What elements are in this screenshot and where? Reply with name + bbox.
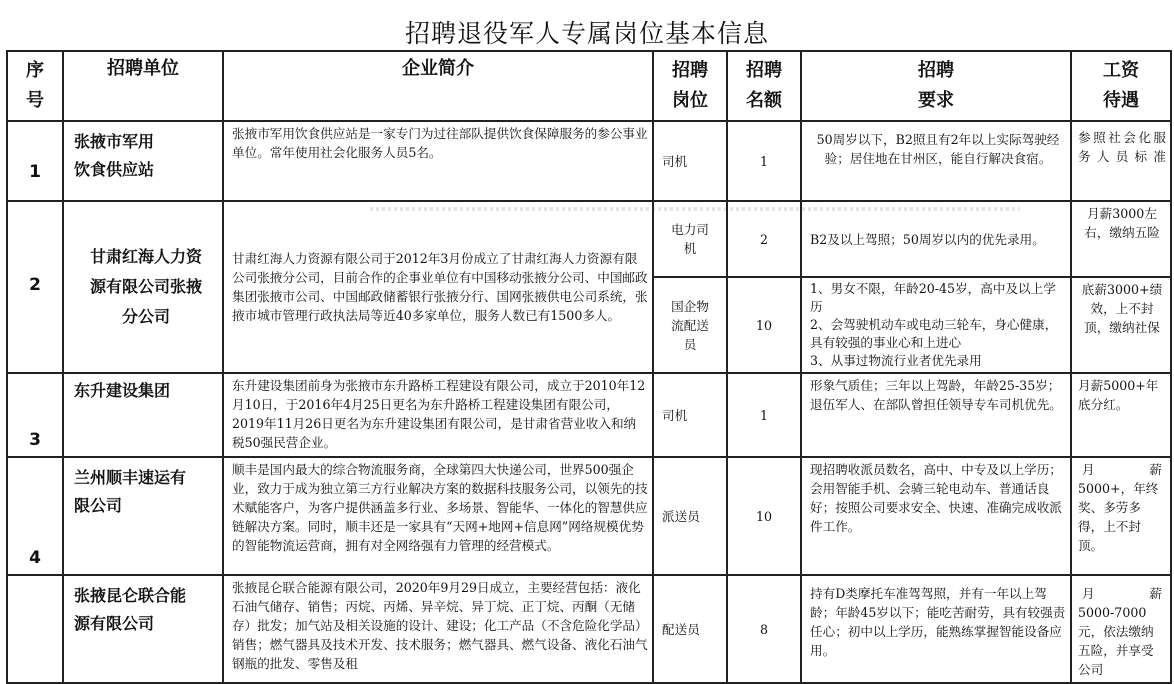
row-position: 司机: [653, 373, 727, 457]
row-pay: 月 薪 5000-7000元，依法缴纳五险，并享受公司: [1071, 575, 1171, 683]
header-seq: 序 号: [7, 51, 63, 121]
row-requirement: 现招聘收派员数名，高中、中专及以上学历；会用智能手机、会骑三轮电动车、普通话良好；按照公司要求安全、快速、准确完成收派件工作。: [801, 457, 1071, 575]
row-intro: 顺丰是国内最大的综合物流服务商，全球第四大快递公司，世界500强企业，致力于成为独立第三方行业解决方案的数据科技服务公司，以领先的技术赋能客户，为客户提供涵盖多行业、多场景、智能华、一体化的智慧供应链解决方案。同时，顺丰还是一家具有“天网+地网+信息网”网络规模优势的智能物流运营商，拥有对全网络强有力管理的经营模式。: [223, 457, 653, 575]
table-row: [7, 201, 1171, 277]
row-pay: 月 薪 5000+，年终奖、多劳多得，上不封顶。: [1071, 457, 1171, 575]
row-unit: 张掖昆仑联合能 源有限公司: [63, 575, 223, 683]
row-seq: 3: [7, 373, 63, 457]
header-row: [7, 51, 1171, 121]
row-unit: 甘肃红海人力资 源有限公司张掖 分公司: [63, 201, 223, 373]
row-intro: 东升建设集团前身为张掖市东升路桥工程建设有限公司，成立于2010年12月10日，于2016年4月25日更名为东升路桥工程建设集团有限公司，2019年11月26日更名为东升建设集团有限公司，是甘肃省营业收入和纳税50强民营企业。: [223, 373, 653, 457]
row-requirement: 50周岁以下，B2照且有2年以上实际驾驶经验；居住地在甘州区，能自行解决食宿。: [801, 121, 1071, 201]
row-position: 派送员: [653, 457, 727, 575]
row-position: 配送员: [653, 575, 727, 683]
row-position: 司机: [653, 121, 727, 201]
page-title: 招聘退役军人专属岗位基本信息: [404, 19, 769, 48]
row-count: 2: [727, 201, 801, 277]
row-seq: 4: [7, 457, 63, 575]
row-count: 8: [727, 575, 801, 683]
table-row: [7, 373, 1171, 457]
header-unit: 招聘单位: [63, 51, 223, 121]
header-requirement: 招聘 要求: [801, 51, 1071, 121]
row-pay: 月薪5000+年底分红。: [1071, 373, 1171, 457]
row-pay: 底薪3000+绩效，上不封顶，缴纳社保: [1071, 277, 1171, 373]
row-intro: 张掖昆仑联合能源有限公司，2020年9月29日成立，主要经营包括：液化石油气储存、销售；丙烷、丙烯、异辛烷、异丁烷、正丁烷、丙酮（无储存）批发；加气站及相关设施的设计、建设；化工产品（不含危险化学品）销售；燃气器具及技术开发、技术服务；燃气器具、燃气设备、液化石油气钢瓶的批发、零售及租: [223, 575, 653, 683]
row-intro: 甘肃红海人力资源有限公司于2012年3月份成立了甘肃红海人力资源有限公司张掖分公司，目前合作的企事业单位有中国移动张掖分公司、中国邮政集团张掖市公司、中国邮政储蓄银行张掖分行、国网张掖供电公司系统，张掖市城市管理行政执法局等近40多家单位，服务人数已有1500多人。: [223, 201, 653, 373]
table-row: [7, 121, 1171, 201]
row-position: 电力司机: [653, 201, 727, 277]
row-unit: 张掖市军用 饮食供应站: [63, 121, 223, 201]
header-count: 招聘 名额: [727, 51, 801, 121]
row-requirement: 持有D类摩托车准驾驾照，并有一年以上驾龄；年龄45岁以下；能吃苦耐劳，具有较强责任心；初中以上学历，能熟练掌握智能设备应用。: [801, 575, 1071, 683]
row-requirement: B2及以上驾照；50周岁以内的优先录用。: [801, 201, 1071, 277]
header-pay: 工资 待遇: [1071, 51, 1171, 121]
table-row: [7, 575, 1171, 683]
row-count: 1: [727, 373, 801, 457]
header-position: 招聘 岗位: [653, 51, 727, 121]
row-unit: 东升建设集团: [63, 373, 223, 457]
row-requirement: 形象气质佳；三年以上驾龄，年龄25-35岁；退伍军人、在部队曾担任领导专车司机优先。: [801, 373, 1071, 457]
row-count: 10: [727, 277, 801, 373]
table-row: [7, 457, 1171, 575]
row-position: 国企物流配送员: [653, 277, 727, 373]
row-seq: 1: [7, 121, 63, 201]
row-count: 10: [727, 457, 801, 575]
row-seq: [7, 575, 63, 683]
row-pay: 月薪3000左右，缴纳五险: [1071, 201, 1171, 277]
row-seq: 2: [7, 201, 63, 373]
row-count: 1: [727, 121, 801, 201]
header-intro: 企业简介: [223, 51, 653, 121]
row-intro: 张掖市军用饮食供应站是一家专门为过往部队提供饮食保障服务的参公事业单位。常年使用社会化服务人员5名。: [223, 121, 653, 201]
job-table: [6, 50, 1172, 684]
row-unit: 兰州顺丰速运有 限公司: [63, 457, 223, 575]
row-pay: 参照社会化服务人员标准: [1071, 121, 1171, 201]
row-requirement: 1、男女不限，年龄20-45岁，高中及以上学历 2、会驾驶机动车或电动三轮车，身心健康，具有较强的事业心和上进心 3、从事过物流行业者优先录用: [801, 277, 1071, 373]
